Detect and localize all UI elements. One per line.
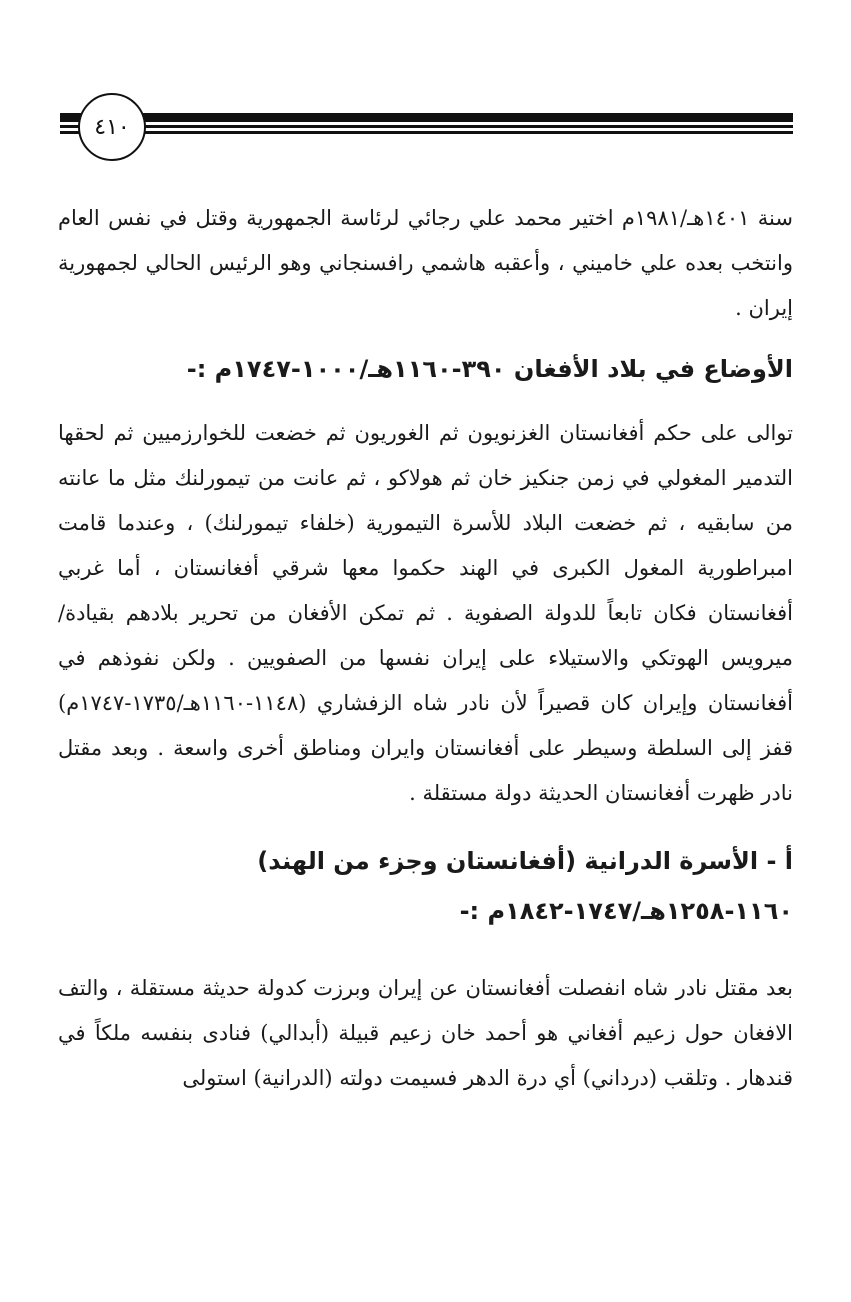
paragraph-iran-presidency: سنة ١٤٠١هـ/١٩٨١م اختير محمد علي رجائي لرئاسة الجمهورية وقتل في نفس العام وانتخب بعده علي خاميني ، وأعقبه هاشمي رافسنجاني وهو الرئيس الحالي لجمهورية إيران . bbox=[58, 206, 793, 320]
page-number: ٤١٠ bbox=[94, 114, 130, 140]
page-body bbox=[58, 196, 793, 1101]
heading-durrani-dynasty bbox=[58, 836, 793, 936]
page-number-badge bbox=[78, 93, 146, 161]
header-rule-thin-lower bbox=[60, 131, 793, 134]
paragraph-durrani-founding: بعد مقتل نادر شاه انفصلت أفغانستان عن إيران وبرزت كدولة حديثة مستقلة ، والتف الافغان حول زعيم أفغاني هو أحمد خان زعيم قبيلة (أبدالي) فنادى بنفسه ملكاً في قندهار . وتلقب (درداني) أي درة الدهر فسيمت دولته (الدرانية) استولى bbox=[58, 976, 793, 1090]
heading-durrani-dates: ١١٦٠-١٢٥٨هـ/١٧٤٧-١٨٤٢م :- bbox=[459, 897, 793, 925]
header-rule-thick bbox=[60, 113, 793, 122]
page-header bbox=[0, 0, 851, 170]
paragraph-afghan-history: توالى على حكم أفغانستان الغزنويون ثم الغوريون ثم خضعت للخوارزميين ثم لحقها التدمير المغولي في زمن جنكيز خان ثم هولاكو ، ثم عانت من تيمورلنك مثل ما عانته من سابقيه ، ثم خضعت البلاد للأسرة التيمورية (خلفاء تيمورلنك) ، وعندما قامت امبراطورية المغول الكبرى في الهند حكموا معها شرقي أفغانستان ، أما غربي أفغانستان فكان تابعاً للدولة الصفوية . ثم تمكن الأفغان من تحرير بلادهم بقيادة/ميرويس الهوتكي والاستيلاء على إيران نفسها من الصفويين . ولكن نفوذهم في أفغانستان وإيران كان قصيراً لأن نادر شاه الزفشاري (١١٤٨-١١٦٠هـ/١٧٣٥-١٧٤٧م) قفز إلى السلطة وسيطر على أفغانستان وايران ومناطق أخرى واسعة . وبعد مقتل نادر ظهرت أفغانستان الحديثة دولة مستقلة . bbox=[58, 421, 793, 805]
header-rule-thin bbox=[60, 125, 793, 128]
heading-durrani-title: أ - الأسرة الدرانية (أفغانستان وجزء من الهند) bbox=[257, 847, 793, 875]
heading-afghan-conditions: الأوضاع في بلاد الأفغان ٣٩٠-١١٦٠هـ/١٠٠٠-١٧٤٧م :- bbox=[186, 355, 793, 383]
